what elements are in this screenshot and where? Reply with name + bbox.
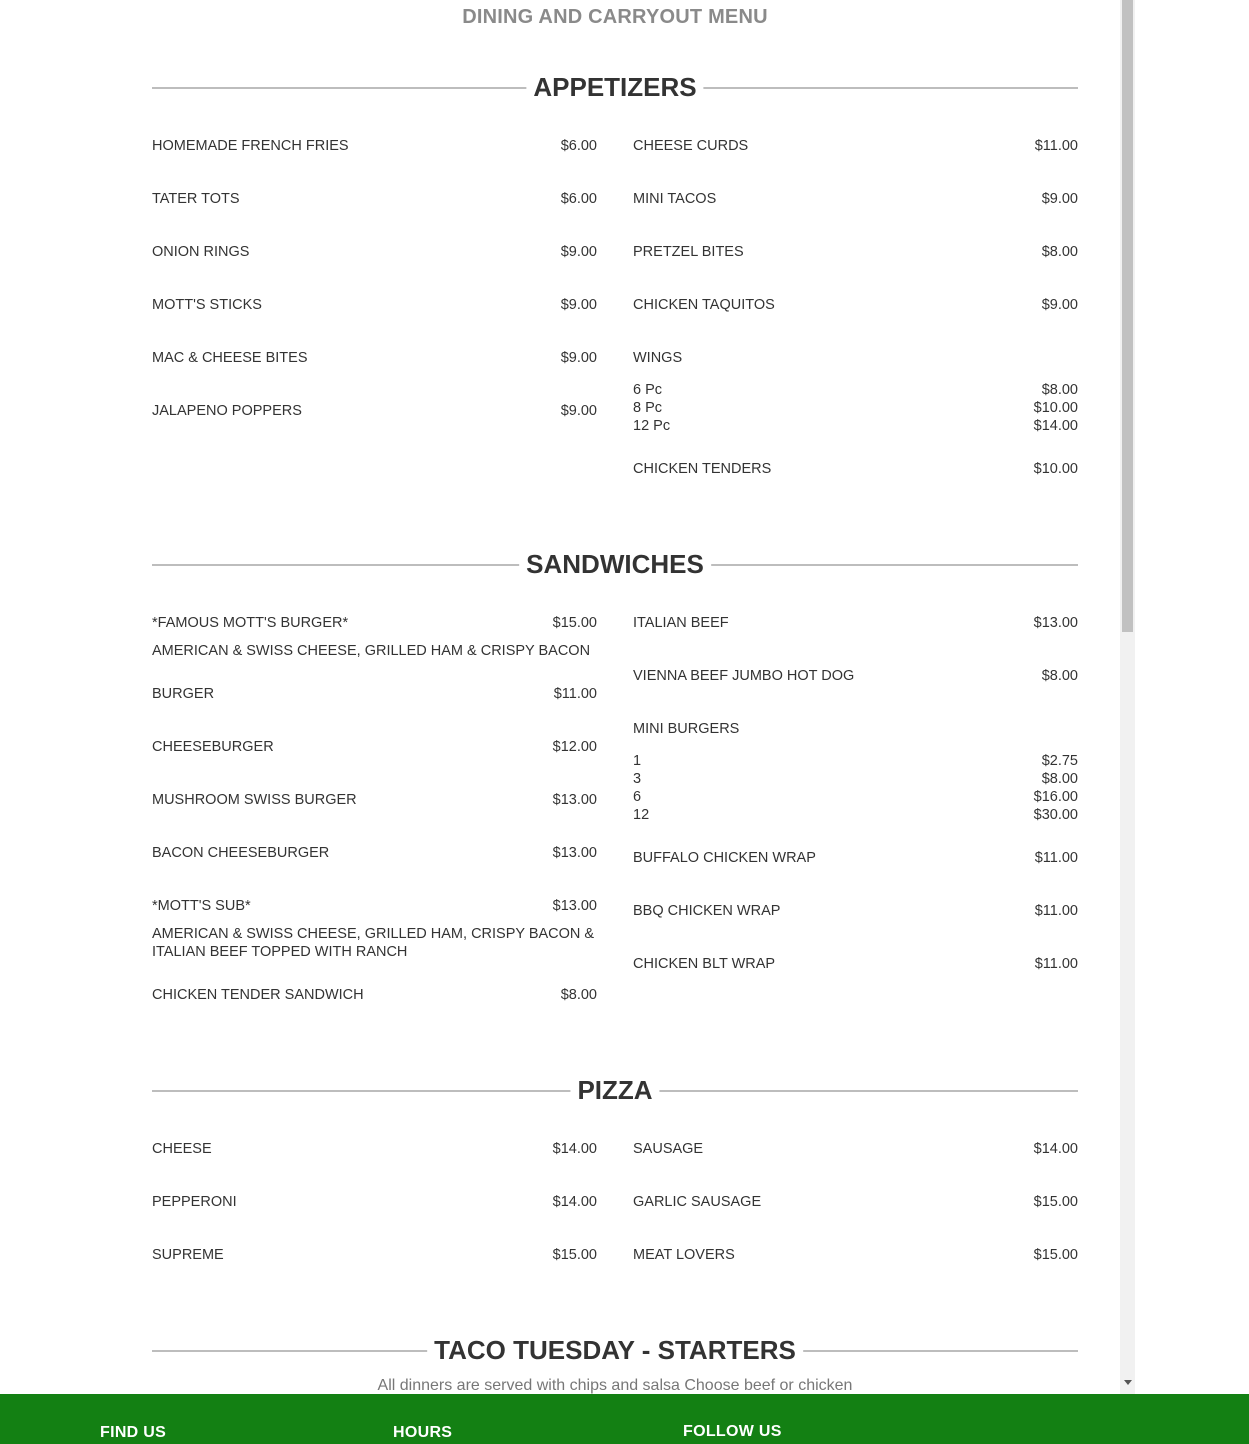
- menu-item: [152, 1140, 597, 1158]
- option-price: $30.00: [1033, 807, 1078, 823]
- item-name: MAC & CHEESE BITES: [152, 350, 308, 366]
- option-price: $8.00: [1041, 382, 1078, 398]
- menu-item: [152, 243, 597, 261]
- appetizers-section: [152, 71, 1078, 103]
- menu-item: [633, 137, 1078, 155]
- item-price: $15.00: [1033, 1194, 1078, 1210]
- option-row: [633, 752, 1078, 770]
- item-price: $11.00: [553, 686, 597, 702]
- menu-item: [152, 1246, 597, 1264]
- menu-item: [152, 1193, 597, 1211]
- footer-follow-us[interactable]: FOLLOW US: [683, 1423, 782, 1440]
- item-price: $11.00: [1034, 956, 1078, 972]
- pizza-section: [152, 1074, 1078, 1106]
- menu-item: [152, 190, 597, 208]
- item-name: PRETZEL BITES: [633, 244, 744, 260]
- item-name: *MOTT'S SUB*: [152, 898, 251, 914]
- item-price: $11.00: [1034, 850, 1078, 866]
- item-name: MINI TACOS: [633, 191, 717, 207]
- menu-item: [633, 243, 1078, 261]
- section-header: [152, 548, 1078, 580]
- section-note: All dinners are served with chips and salsa Choose beef or chicken: [377, 1377, 853, 1394]
- menu-item: [152, 137, 597, 155]
- option-label: 12: [633, 807, 650, 823]
- item-name: MINI BURGERS: [633, 721, 740, 737]
- item-name: CHEESE: [152, 1141, 212, 1157]
- item-price: $8.00: [1041, 668, 1078, 684]
- item-name: BURGER: [152, 686, 215, 702]
- item-price: $15.00: [1033, 1247, 1078, 1263]
- item-name: BACON CHEESEBURGER: [152, 845, 330, 861]
- option-row: [633, 417, 1078, 435]
- item-name: CHEESEBURGER: [152, 739, 274, 755]
- item-price: $8.00: [560, 987, 597, 1003]
- option-label: 3: [633, 771, 642, 787]
- menu-item: [633, 955, 1078, 973]
- item-name: HOMEMADE FRENCH FRIES: [152, 138, 349, 154]
- item-name: PEPPERONI: [152, 1194, 237, 1210]
- item-price: $8.00: [1041, 244, 1078, 260]
- item-price: $11.00: [1034, 138, 1078, 154]
- option-row: [633, 399, 1078, 417]
- item-name: CHICKEN TENDER SANDWICH: [152, 987, 364, 1003]
- menu-item: [633, 190, 1078, 208]
- menu-item: [152, 349, 597, 367]
- site-footer: [0, 1394, 1249, 1444]
- sandwiches-section: [152, 548, 1078, 580]
- footer-find-us[interactable]: FIND US: [100, 1424, 167, 1441]
- item-description: AMERICAN & SWISS CHEESE, GRILLED HAM & CRISPY BACON: [152, 643, 591, 659]
- item-name: VIENNA BEEF JUMBO HOT DOG: [633, 668, 855, 684]
- menu-item: [152, 614, 597, 632]
- menu-item: [152, 402, 597, 420]
- section-header: [152, 71, 1078, 103]
- item-price: $9.00: [1041, 297, 1078, 313]
- menu-item: [633, 902, 1078, 920]
- item-name: TATER TOTS: [152, 191, 240, 207]
- menu-item: [633, 667, 1078, 685]
- taco-tuesday-section: [152, 1334, 1078, 1366]
- menu-item: [152, 897, 597, 915]
- menu-item: [633, 460, 1078, 478]
- item-price: $15.00: [552, 615, 597, 631]
- menu-item: [152, 296, 597, 314]
- mini-burger-options: [633, 752, 1078, 824]
- vertical-scrollbar[interactable]: [1120, 0, 1135, 1394]
- item-price: $14.00: [552, 1141, 597, 1157]
- section-header: [152, 1334, 1078, 1366]
- option-price: $16.00: [1033, 789, 1078, 805]
- item-description: AMERICAN & SWISS CHEESE, GRILLED HAM, CRISPY BACON & ITALIAN BEEF TOPPED WITH RANCH: [152, 926, 595, 960]
- item-price: $9.00: [560, 244, 597, 260]
- wings-options: [633, 381, 1078, 435]
- item-price: $13.00: [552, 845, 597, 861]
- item-name: ONION RINGS: [152, 244, 250, 260]
- option-row: [633, 806, 1078, 824]
- menu-item: [152, 844, 597, 862]
- item-price: $9.00: [560, 297, 597, 313]
- item-name: CHEESE CURDS: [633, 138, 749, 154]
- item-price: $13.00: [552, 792, 597, 808]
- item-name: CHICKEN TENDERS: [633, 461, 772, 477]
- section-header: [152, 1074, 1078, 1106]
- menu-item: [152, 685, 597, 703]
- section-title: TACO TUESDAY - STARTERS: [427, 1334, 803, 1366]
- option-label: 1: [633, 753, 642, 769]
- menu-item: [633, 1193, 1078, 1211]
- menu-item: [152, 791, 597, 809]
- section-title: PIZZA: [570, 1074, 659, 1106]
- menu-item: [152, 738, 597, 756]
- menu-item: [633, 614, 1078, 632]
- item-price: $13.00: [1033, 615, 1078, 631]
- item-price: $10.00: [1033, 461, 1078, 477]
- option-row: [633, 381, 1078, 399]
- item-name: SUPREME: [152, 1247, 224, 1263]
- option-label: 6: [633, 789, 642, 805]
- item-name: CHICKEN TAQUITOS: [633, 297, 775, 313]
- menu-item: [633, 1246, 1078, 1264]
- item-price: $11.00: [1034, 903, 1078, 919]
- item-price: $9.00: [560, 403, 597, 419]
- menu-item: [152, 986, 597, 1004]
- item-name: BUFFALO CHICKEN WRAP: [633, 850, 816, 866]
- option-price: $2.75: [1041, 753, 1078, 769]
- option-row: [633, 770, 1078, 788]
- item-name: SAUSAGE: [633, 1141, 704, 1157]
- section-title: APPETIZERS: [526, 71, 703, 103]
- item-price: $9.00: [560, 350, 597, 366]
- scroll-down-arrow-icon[interactable]: [1124, 1380, 1132, 1385]
- item-name: ITALIAN BEEF: [633, 615, 729, 631]
- item-price: $15.00: [552, 1247, 597, 1263]
- footer-hours[interactable]: HOURS: [393, 1424, 453, 1441]
- item-price: $14.00: [1033, 1141, 1078, 1157]
- menu-item: [633, 1140, 1078, 1158]
- menu-item: [633, 296, 1078, 314]
- item-name: *FAMOUS MOTT'S BURGER*: [152, 615, 349, 631]
- item-price: $14.00: [552, 1194, 597, 1210]
- menu-item: [633, 849, 1078, 867]
- section-title: SANDWICHES: [519, 548, 711, 580]
- option-label: 12 Pc: [633, 418, 671, 434]
- menu-item-mini-burgers: [633, 720, 1078, 738]
- page-title: DINING AND CARRYOUT MENU: [462, 6, 768, 28]
- option-price: $10.00: [1033, 400, 1078, 416]
- option-label: 6 Pc: [633, 382, 663, 398]
- item-name: MUSHROOM SWISS BURGER: [152, 792, 357, 808]
- item-price: $6.00: [560, 191, 597, 207]
- option-row: [633, 788, 1078, 806]
- option-price: $8.00: [1041, 771, 1078, 787]
- item-name: WINGS: [633, 350, 683, 366]
- item-name: MEAT LOVERS: [633, 1247, 735, 1263]
- item-name: MOTT'S STICKS: [152, 297, 262, 313]
- scrollbar-thumb[interactable]: [1122, 0, 1133, 632]
- item-name: BBQ CHICKEN WRAP: [633, 903, 781, 919]
- item-price: $12.00: [552, 739, 597, 755]
- item-name: CHICKEN BLT WRAP: [633, 956, 776, 972]
- item-price: $9.00: [1041, 191, 1078, 207]
- item-price: $6.00: [560, 138, 597, 154]
- item-name: JALAPENO POPPERS: [152, 403, 302, 419]
- option-price: $14.00: [1033, 418, 1078, 434]
- option-label: 8 Pc: [633, 400, 663, 416]
- item-price: $13.00: [552, 898, 597, 914]
- item-name: GARLIC SAUSAGE: [633, 1194, 762, 1210]
- menu-item-wings: [633, 349, 1078, 367]
